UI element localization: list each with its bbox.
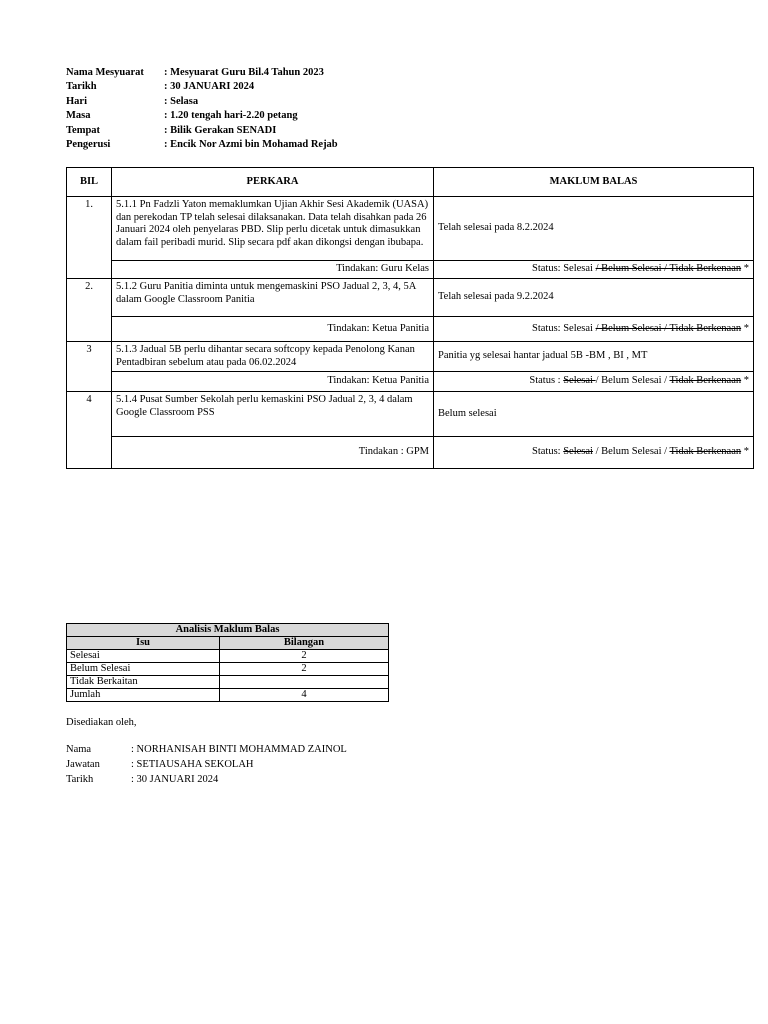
minutes-table — [66, 167, 754, 469]
analysis-row — [67, 676, 389, 689]
action-text: Tindakan: Ketua Panitia — [112, 372, 434, 392]
signature-name-value: : NORHANISAH BINTI MOHAMMAD ZAINOL — [131, 744, 347, 755]
signature-position-label: Jawatan — [66, 759, 100, 770]
analysis-value — [220, 676, 389, 689]
meeting-name-row — [66, 66, 338, 80]
signature-position-row — [66, 757, 347, 772]
analysis-title-row — [67, 624, 389, 637]
meeting-day-label: Hari — [66, 95, 87, 107]
analysis-title: Analisis Maklum Balas — [67, 624, 389, 637]
status-text: Status : Selesai / Belum Selesai / Tidak Berkenaan * — [434, 372, 754, 392]
analysis-label: Jumlah — [67, 689, 220, 702]
item-text: 5.1.1 Pn Fadzli Yaton memaklumkan Ujian Akhir Sesi Akademik (UASA) dan perekodan TP telah selesai dilaksanakan. Data telah disahkan pada 26 Januari 2024 oleh penyelaras PBD. Slip perlu dicetak untuk dimasukkan dalam fail peribadi murid. Slip secara pdf akan dikongsi dengan ibubapa. — [112, 197, 434, 261]
response-text: Telah selesai pada 9.2.2024 — [434, 279, 754, 317]
action-text: Tindakan : GPM — [112, 437, 434, 469]
meeting-chair-row — [66, 138, 338, 152]
row-number: 1. — [67, 197, 112, 279]
analysis-header-row — [67, 637, 389, 650]
table-row — [67, 342, 754, 372]
response-text: Telah selesai pada 8.2.2024 — [434, 197, 754, 261]
status-text: Status: Selesai / Belum Selesai / Tidak Berkenaan * — [434, 317, 754, 342]
meeting-time-row — [66, 109, 338, 123]
signature-name-label: Nama — [66, 744, 92, 755]
meeting-place-label: Tempat — [66, 124, 101, 136]
meeting-info — [66, 66, 338, 152]
analysis-table — [66, 623, 389, 702]
analysis-row — [67, 650, 389, 663]
signature-date-label: Tarikh — [66, 774, 94, 785]
meeting-chair-value: : Encik Nor Azmi bin Mohamad Rejab — [164, 139, 338, 151]
analysis-value: 4 — [220, 689, 389, 702]
analysis-label: Belum Selesai — [67, 663, 220, 676]
item-text: 5.1.4 Pusat Sumber Sekolah perlu kemaskini PSO Jadual 2, 3, 4 dalam Google Classroom PSS — [112, 392, 434, 437]
signature-name-row — [66, 742, 347, 757]
meeting-date-row — [66, 80, 338, 94]
response-text: Panitia yg selesai hantar jadual 5B -BM , BI , MT — [434, 342, 754, 372]
meeting-name-value: : Mesyuarat Guru Bil.4 Tahun 2023 — [164, 67, 324, 78]
table-row-action — [67, 372, 754, 392]
meeting-time-label: Masa — [66, 110, 91, 122]
table-row-action — [67, 437, 754, 469]
meeting-date-label: Tarikh — [66, 81, 97, 93]
meeting-date-value: : 30 JANUARI 2024 — [164, 81, 255, 93]
header-maklum-balas: MAKLUM BALAS — [434, 168, 754, 197]
meeting-chair-label: Pengerusi — [66, 139, 111, 151]
analysis-value: 2 — [220, 650, 389, 663]
table-row-action — [67, 317, 754, 342]
analysis-header-isu: Isu — [67, 637, 220, 650]
analysis-label: Tidak Berkaitan — [67, 676, 220, 689]
analysis-value: 2 — [220, 663, 389, 676]
status-text: Status: Selesai / Belum Selesai / Tidak Berkenaan * — [434, 261, 754, 279]
analysis-row — [67, 689, 389, 702]
action-text: Tindakan: Guru Kelas — [112, 261, 434, 279]
item-text: 5.1.3 Jadual 5B perlu dihantar secara softcopy kepada Penolong Kanan Pentadbiran sebelum atau pada 06.02.2024 — [112, 342, 434, 372]
table-row — [67, 197, 754, 261]
signature-position-value: : SETIAUSAHA SEKOLAH — [131, 759, 254, 770]
status-text: Status: Selesai / Belum Selesai / Tidak Berkenaan * — [434, 437, 754, 469]
signature-block — [66, 742, 347, 787]
item-text: 5.1.2 Guru Panitia diminta untuk mengemaskini PSO Jadual 2, 3, 4, 5A dalam Google Classroom Panitia — [112, 279, 434, 317]
signature-date-value: : 30 JANUARI 2024 — [131, 774, 219, 785]
action-text: Tindakan: Ketua Panitia — [112, 317, 434, 342]
response-text: Belum selesai — [434, 392, 754, 437]
minutes-header-row — [67, 168, 754, 197]
row-number: 4 — [67, 392, 112, 469]
analysis-header-bilangan: Bilangan — [220, 637, 389, 650]
header-bil: BIL — [67, 168, 112, 197]
meeting-time-value: : 1.20 tengah hari-2.20 petang — [164, 110, 298, 122]
meeting-place-row — [66, 124, 338, 138]
table-row — [67, 279, 754, 317]
analysis-label: Selesai — [67, 650, 220, 663]
signature-date-row — [66, 772, 347, 787]
meeting-day-value: : Selasa — [164, 95, 199, 107]
meeting-place-value: : Bilik Gerakan SENADI — [164, 124, 277, 136]
row-number: 2. — [67, 279, 112, 342]
meeting-day-row — [66, 95, 338, 109]
header-perkara: PERKARA — [112, 168, 434, 197]
row-number: 3 — [67, 342, 112, 392]
table-row — [67, 392, 754, 437]
prepared-by-heading: Disediakan oleh, — [66, 717, 137, 728]
table-row-action — [67, 261, 754, 279]
analysis-row — [67, 663, 389, 676]
meeting-name-label: Nama Mesyuarat — [66, 67, 144, 78]
